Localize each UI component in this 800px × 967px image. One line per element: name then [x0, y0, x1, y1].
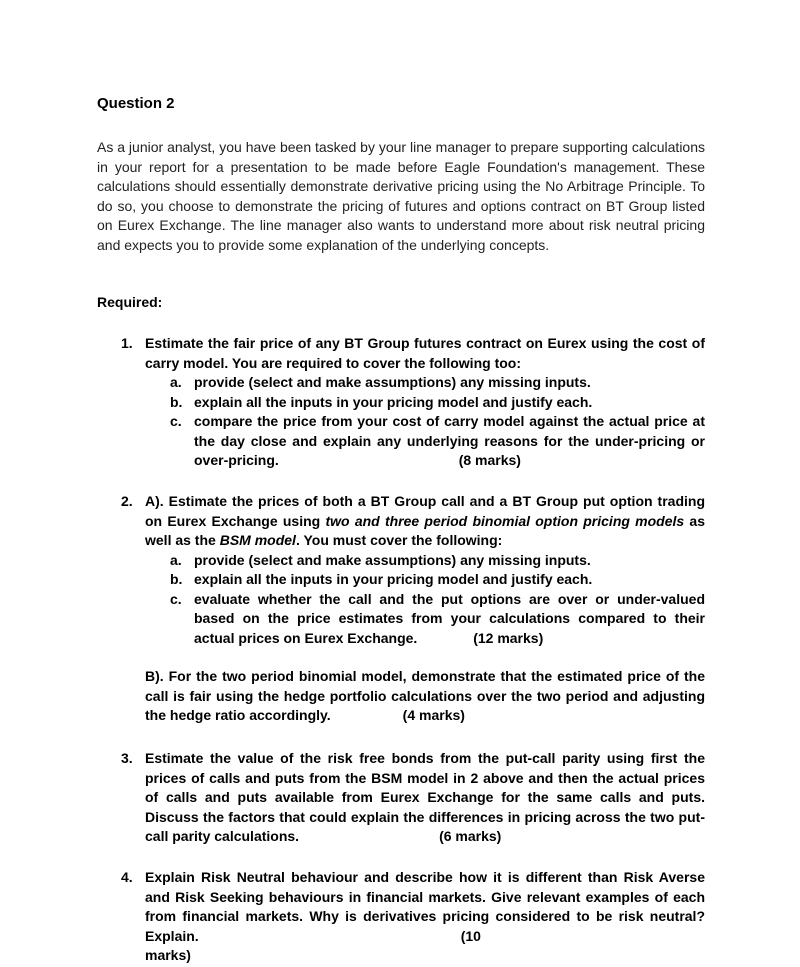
sub-list: [145, 373, 705, 471]
question-number: 1.: [121, 335, 133, 351]
required-label: Required:: [97, 294, 163, 310]
question-3: [121, 749, 705, 847]
sub-item-letter: a.: [170, 551, 182, 568]
sub-item-letter: a.: [170, 374, 182, 390]
question-number: 2.: [121, 493, 133, 509]
marks-label-continued: marks): [145, 947, 191, 963]
question-number: 3.: [121, 750, 133, 766]
sub-item: [145, 373, 705, 393]
marks-label: (6 marks): [439, 828, 502, 844]
marks-label: (8 marks): [458, 452, 521, 468]
marks-label: (4 marks): [402, 707, 465, 723]
question-2: [121, 492, 705, 726]
question-heading: Question 2: [97, 95, 175, 112]
sub-item: [145, 590, 705, 649]
sub-item-letter: c.: [170, 590, 182, 607]
sub-item: [145, 412, 705, 471]
sub-item-text: explain all the inputs in your pricing model and justify each.: [194, 393, 593, 410]
sub-item-letter: b.: [170, 393, 183, 410]
sub-item: [145, 570, 705, 590]
question-text-a: A). Estimate the prices of both a BT Group call and a BT Group put option trading on Eurex Exchange using two and three period binomial option pricing models as well as the BSM model. You must cover the following:: [145, 493, 706, 548]
sub-item-text: compare the price from your cost of carry model against the actual price at the day close and explain any underlying reasons for the under-pricing or over-pricing.: [194, 413, 705, 468]
question-text: Estimate the value of the risk free bonds from the put-call parity using first the prices of calls and puts from the BSM model in 2 above and then the actual prices of calls and puts available from Eurex Exchange for the same calls and puts. Discuss the factors that could explain the differences in pricing across the two put-call parity calculations. (6 marks): [145, 749, 705, 847]
sub-item: [145, 393, 705, 413]
marks-label: (12 marks): [473, 629, 544, 646]
sub-item-text: explain all the inputs in your pricing model and justify each.: [194, 571, 593, 587]
question-number: 4.: [121, 869, 133, 885]
sub-list: [145, 551, 705, 649]
sub-item-text: provide (select and make assumptions) any missing inputs.: [194, 551, 591, 568]
sub-item-letter: b.: [170, 571, 183, 587]
question-text-b: B). For the two period binomial model, demonstrate that the estimated price of the call is fair using the hedge portfolio calculations over the two period and adjusting the hedge ratio accordingly. (4 marks): [145, 667, 705, 726]
sub-item: [145, 551, 705, 571]
marks-label: (10: [460, 927, 481, 944]
question-4: [121, 868, 705, 966]
question-text: Explain Risk Neutral behaviour and describe how it is different than Risk Averse and Risk Seeking behaviours in financial markets. Give relevant examples of each from financial markets. Why is derivatives pricing considered to be risk neutral? Explain. (10 marks): [145, 869, 705, 963]
sub-item-text: evaluate whether the call and the put options are over or under-valued based on the price estimates from your calculations compared to their actual prices on Eurex Exchange.: [194, 590, 705, 646]
question-text: Estimate the fair price of any BT Group futures contract on Eurex using the cost of carry model. You are required to cover the following too:: [145, 335, 705, 371]
sub-item-text: provide (select and make assumptions) any missing inputs.: [194, 374, 591, 390]
sub-item-letter: c.: [170, 413, 182, 429]
intro-paragraph: As a junior analyst, you have been tasked by your line manager to prepare supporting calculations in your report for a presentation to be made before Eagle Foundation's management. These calculations should essentially demonstrate derivative pricing using the No Arbitrage Principle. To do so, you choose to demonstrate the pricing of futures and options contract on BT Group listed on Eurex Exchange. The line manager also wants to understand more about risk neutral pricing and expects you to provide some explanation of the underlying concepts.: [97, 139, 705, 253]
question-1: [121, 334, 705, 471]
